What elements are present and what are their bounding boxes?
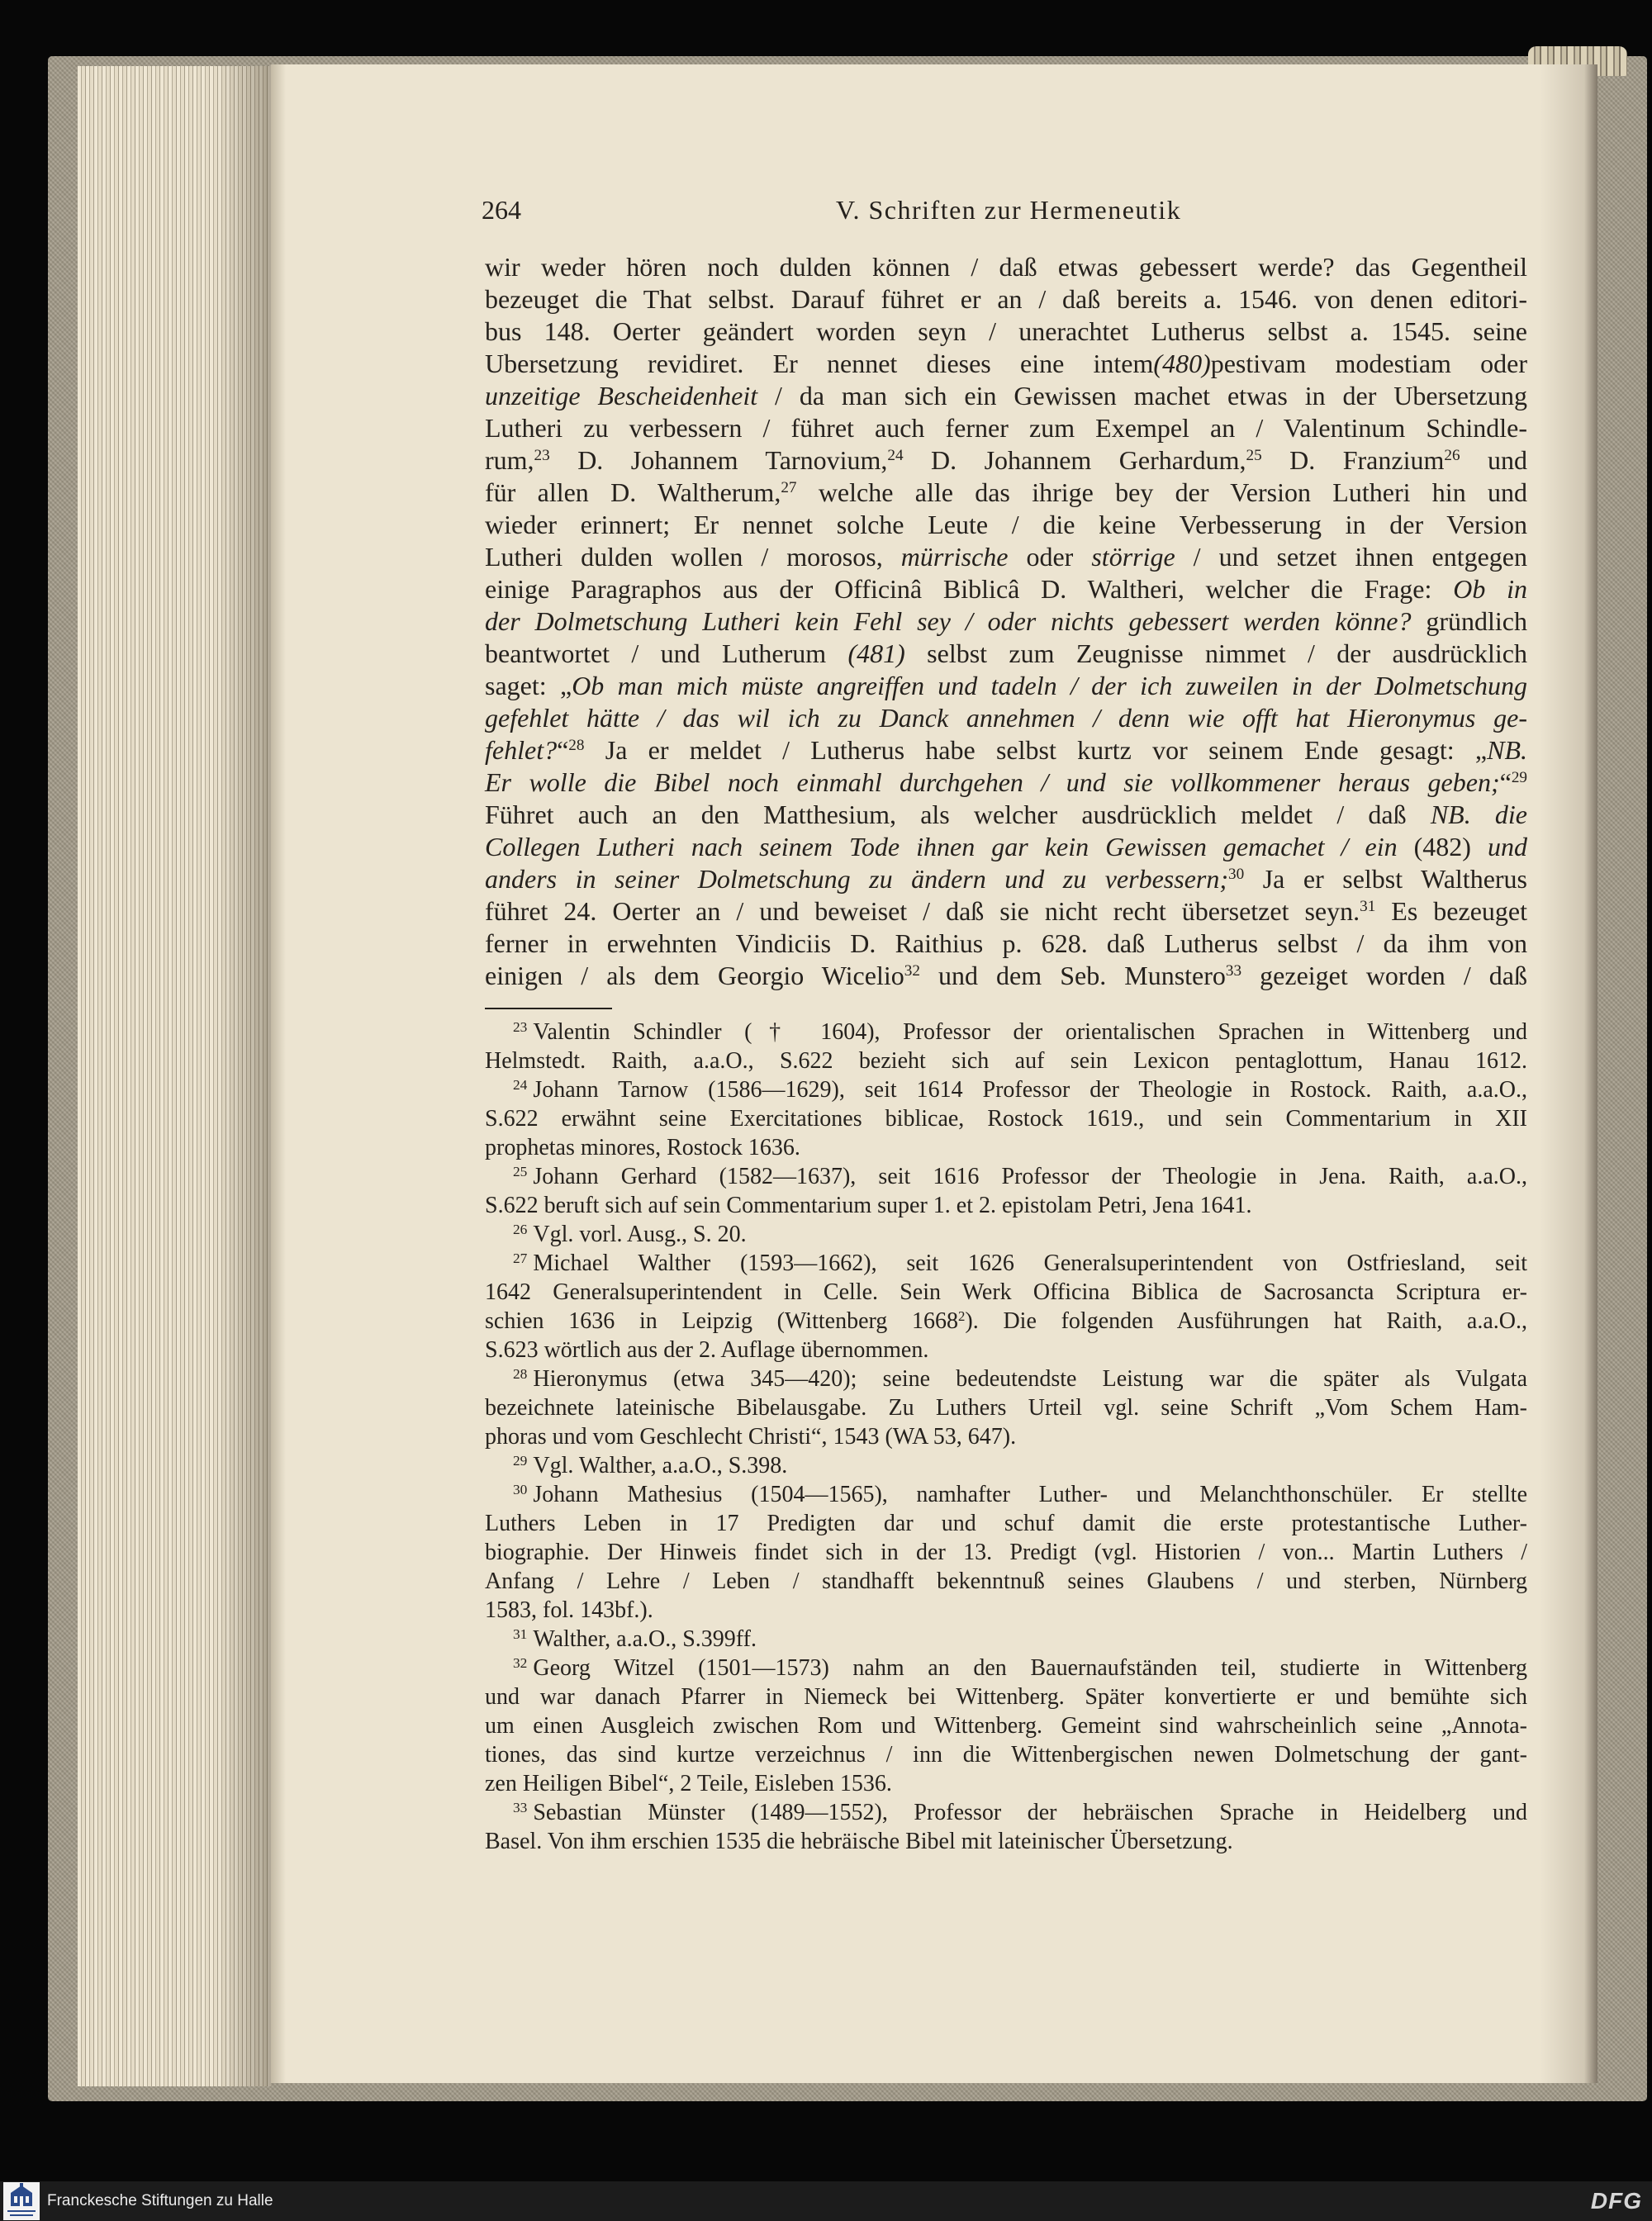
main-text-line <box>485 831 1527 863</box>
footnote-line <box>485 1654 1527 1682</box>
main-text-line <box>485 960 1527 992</box>
text-run: wir weder hören noch dulden können / daß etwas gebessert werde? das Gegentheil <box>485 252 1527 282</box>
text-run: Johann Tarnow (1586—1629), seit 1614 Professor der Theologie in Rostock. Raith, a.a.O., <box>533 1077 1527 1103</box>
footnote-number: 31 <box>513 1626 528 1643</box>
superscript-reference: 30 <box>1228 866 1245 884</box>
text-run: Valentin Schindler († 1604), Professor der orientalischen Sprachen in Wittenberg und <box>533 1019 1527 1045</box>
text-run: führet 24. Oerter an / und beweiset / daß sie nicht recht übersetzet seyn. <box>485 896 1360 926</box>
text-run: D. Johannem Gerhardum, <box>903 445 1246 475</box>
footnote-line <box>485 1191 1527 1220</box>
text-run: Ja er selbst Waltherus <box>1244 864 1527 894</box>
text-run: gezeiget worden / daß <box>1241 961 1528 990</box>
text-run: biographie. Der Hinweis findet sich in der 13. Predigt (vgl. Historien / von... Martin Luthers / <box>485 1540 1527 1565</box>
footnote-line <box>485 1133 1527 1162</box>
footnote-line <box>485 1567 1527 1596</box>
main-text-line <box>485 283 1527 316</box>
footnote-number: 27 <box>513 1250 528 1267</box>
footnote-line <box>485 1509 1527 1538</box>
text-run: Anfang / Lehre / Leben / standhafft bekenntnuß seines Glaubens / und sterben, Nürnberg <box>485 1568 1527 1594</box>
page-number: 264 <box>482 195 521 225</box>
text-run: / da man sich ein Gewissen machet etwas in der Ubersetzung <box>757 381 1528 411</box>
text-run: einigen / als dem Georgio Wicelio <box>485 961 904 990</box>
superscript-reference: 2 <box>958 1307 966 1324</box>
text-run: D. Franzium <box>1261 445 1445 475</box>
footnote-number: 33 <box>513 1800 528 1816</box>
superscript-reference: 29 <box>1511 769 1527 787</box>
italic-run: Ob man mich müste angreiffen und tadeln / der ich zuweilen in der Dolmetschung <box>572 671 1528 700</box>
text-run: D. Johannem Tarnovium, <box>549 445 888 475</box>
text-run: wieder erinnert; Er nennet solche Leute / die keine Verbesserung in der Version <box>485 510 1527 539</box>
text-run: und <box>1460 445 1528 475</box>
main-text-line <box>485 702 1527 734</box>
footnote-line <box>485 1538 1527 1567</box>
italic-run: (480) <box>1153 349 1211 378</box>
text-run: um einen Ausgleich zwischen Rom und Wittenberg. Gemeint sind wahrscheinlich seine „Annota- <box>485 1713 1527 1739</box>
main-text-line <box>485 509 1527 541</box>
superscript-reference: 25 <box>1246 447 1262 465</box>
footnote-line <box>485 1422 1527 1451</box>
footnote <box>485 1220 1527 1249</box>
italic-run: NB. die <box>1430 800 1528 829</box>
footnote-number: 30 <box>513 1482 528 1498</box>
superscript-reference: 28 <box>568 737 585 755</box>
footnote <box>485 1249 1527 1364</box>
text-run: / und setzet ihnen entgegen <box>1175 542 1528 572</box>
text-run: 1642 Generalsuperintendent in Celle. Sein Werk Officina Biblica de Sacrosancta Scriptura er- <box>485 1279 1527 1305</box>
footnote-line <box>485 1769 1527 1798</box>
text-run: Sebastian Münster (1489—1552), Professor der hebräischen Sprache in Heidelberg und <box>533 1800 1527 1825</box>
footnote-line <box>485 1625 1527 1654</box>
footnote-number: 25 <box>513 1164 528 1180</box>
superscript-reference: 27 <box>781 479 797 497</box>
page-header <box>482 193 1527 226</box>
footnote <box>485 1451 1527 1480</box>
text-run: phoras und vom Geschlecht Christi“, 1543 (WA 53, 647). <box>485 1424 1017 1450</box>
text-run: und dem Seb. Munstero <box>919 961 1226 990</box>
italic-run: fehlet? <box>485 735 558 765</box>
footnote-line <box>485 1798 1527 1827</box>
text-run: bezeichnete lateinische Bibelausgabe. Zu Luthers Urteil vgl. seine Schrift „Vom Schem Ham- <box>485 1395 1527 1421</box>
italic-run: und <box>1470 832 1528 861</box>
footnote-line <box>485 1827 1527 1856</box>
italic-run: mürrische <box>900 542 1009 572</box>
footnote-line <box>485 1711 1527 1740</box>
footnote-line <box>485 1740 1527 1769</box>
text-run: gründlich <box>1411 606 1528 636</box>
footnote <box>485 1162 1527 1220</box>
superscript-reference: 33 <box>1225 962 1242 980</box>
text-run: Helmstedt. Raith, a.a.O., S.622 bezieht sich auf sein Lexicon pentaglottum, Hanau 1612. <box>485 1048 1527 1074</box>
text-run: einige Paragraphos aus der Officinâ Biblicâ D. Waltheri, welcher die Frage: <box>485 574 1454 604</box>
text-run: ferner in erwehnten Vindiciis D. Raithius p. 628. daß Lutherus selbst / da ihm von <box>485 928 1527 958</box>
main-text-line <box>485 799 1527 831</box>
footnote-number: 28 <box>513 1366 528 1383</box>
footnote-line <box>485 1364 1527 1393</box>
text-run: Vgl. vorl. Ausg., S. 20. <box>533 1222 747 1247</box>
text-run: rum, <box>485 445 534 475</box>
superscript-reference: 23 <box>534 447 550 465</box>
main-text-line <box>485 766 1527 799</box>
footnote-line <box>485 1046 1527 1075</box>
text-run: Luthers Leben in 17 Predigten dar und schuf damit die erste protestantische Luther- <box>485 1511 1527 1536</box>
footnote-number: 29 <box>513 1453 528 1469</box>
text-run: Führet auch an den Matthesium, als welcher ausdrücklich meldet / daß <box>485 800 1431 829</box>
text-run: welche alle das ihrige bey der Version Lutheri hin und <box>796 477 1528 507</box>
text-run: Es bezeuget <box>1375 896 1527 926</box>
text-run: Ubersetzung revidiret. Er nennet dieses eine intem <box>485 349 1154 378</box>
footnote-line <box>485 1307 1527 1336</box>
italic-run: NB. <box>1487 735 1527 765</box>
text-run: S.623 wörtlich aus der 2. Auflage übernommen. <box>485 1337 929 1363</box>
italic-run: Er wolle die Bibel noch einmahl durchgehen / und sie vollkommener heraus geben; <box>485 767 1500 797</box>
footer-institution: Franckesche Stiftungen zu Halle <box>47 2192 273 2209</box>
superscript-reference: 24 <box>887 447 904 465</box>
text-run: Johann Gerhard (1582—1637), seit 1616 Professor der Theologie in Jena. Raith, a.a.O., <box>533 1164 1527 1189</box>
footnote-line <box>485 1075 1527 1104</box>
franckesche-logo <box>3 2182 40 2220</box>
footnote-number: 26 <box>513 1222 528 1238</box>
main-text-line <box>485 573 1527 605</box>
text-run: für allen D. Waltherum, <box>485 477 781 507</box>
text-run: oder <box>1008 542 1092 572</box>
text-run: prophetas minores, Rostock 1636. <box>485 1135 800 1160</box>
footnote <box>485 1364 1527 1451</box>
text-run: S.622 erwähnt seine Exercitationes biblicae, Rostock 1619., und sein Commentarium in XII <box>485 1106 1527 1132</box>
text-run: Basel. Von ihm erschien 1535 die hebräische Bibel mit lateinischer Übersetzung. <box>485 1829 1233 1854</box>
text-run: saget: „ <box>485 671 572 700</box>
footnote-line <box>485 1451 1527 1480</box>
text-run: Michael Walther (1593—1662), seit 1626 Generalsuperintendent von Ostfriesland, seit <box>533 1250 1527 1276</box>
text-run: Lutheri dulden wollen / morosos, <box>485 542 901 572</box>
superscript-reference: 31 <box>1360 898 1376 916</box>
text-run: Lutheri zu verbessern / führet auch ferner zum Exempel an / Valentinum Schindle- <box>485 413 1527 443</box>
main-text-line <box>485 670 1527 702</box>
main-text-line <box>485 734 1527 766</box>
footnote <box>485 1798 1527 1856</box>
footnote-line <box>485 1278 1527 1307</box>
footnote <box>485 1480 1527 1625</box>
italic-run: störrige <box>1091 542 1175 572</box>
text-run: Vgl. Walther, a.a.O., S.398. <box>533 1453 788 1478</box>
italic-run: anders in seiner Dolmetschung zu ändern und zu verbessern; <box>485 864 1228 894</box>
text-run: Johann Mathesius (1504—1565), namhafter Luther- und Melanchthonschüler. Er stellte <box>533 1482 1527 1507</box>
footnote-line <box>485 1393 1527 1422</box>
text-run: ). Die folgenden Ausführungen hat Raith, a.a.O., <box>965 1308 1527 1334</box>
main-text-line <box>485 605 1527 638</box>
main-text-line <box>485 895 1527 928</box>
footnote <box>485 1075 1527 1162</box>
footnote-number: 24 <box>513 1077 528 1094</box>
footnote-line <box>485 1249 1527 1278</box>
main-text-line <box>485 316 1527 348</box>
footnote-number: 23 <box>513 1019 528 1036</box>
footnote-line <box>485 1162 1527 1191</box>
italic-run: Ob in <box>1453 574 1528 604</box>
text-run: bezeuget die That selbst. Darauf führet er an / daß bereits a. 1546. von denen editori- <box>485 284 1527 314</box>
footnote-line <box>485 1336 1527 1364</box>
text-run: pestivam modestiam oder <box>1210 349 1528 378</box>
text-run: und war danach Pfarrer in Niemeck bei Wittenberg. Später konvertierte er und bemühte sich <box>485 1684 1527 1710</box>
italic-run: der Dolmetschung Lutheri kein Fehl sey / oder nichts gebessert werden könne? <box>485 606 1412 636</box>
footnote-line <box>485 1682 1527 1711</box>
running-title: V. Schriften zur Hermeneutik <box>836 195 1182 225</box>
italic-run: gefehlet hätte / das wil ich zu Danck annehmen / denn wie offt hat Hieronymus ge- <box>485 703 1527 733</box>
text-run: zen Heiligen Bibel“, 2 Teile, Eisleben 1536. <box>485 1771 892 1796</box>
main-text-line <box>485 477 1527 509</box>
footnote-line <box>485 1596 1527 1625</box>
italic-run: unzeitige Bescheidenheit <box>485 381 758 411</box>
superscript-reference: 26 <box>1444 447 1460 465</box>
footnote <box>485 1654 1527 1798</box>
text-run: “ <box>1499 767 1512 797</box>
text-run: schien 1636 in Leipzig (Wittenberg 1668 <box>485 1308 959 1334</box>
main-text-line <box>485 863 1527 895</box>
text-run: Georg Witzel (1501—1573) nahm an den Bauernaufständen teil, studierte in Wittenberg <box>533 1655 1527 1681</box>
footnote <box>485 1018 1527 1075</box>
main-text-line <box>485 928 1527 960</box>
text-run: “ <box>557 735 569 765</box>
footnote-line <box>485 1220 1527 1249</box>
text-run: tiones, das sind kurtze verzeichnus / inn die Wittenbergischen newen Dolmetschung der gant- <box>485 1742 1527 1768</box>
text-run: Hieronymus (etwa 345—420); seine bedeutendste Leistung war die später als Vulgata <box>533 1366 1527 1392</box>
main-text-line <box>485 251 1527 283</box>
footnotes <box>485 1018 1527 1856</box>
main-text-line <box>485 638 1527 670</box>
text-run: S.622 beruft sich auf sein Commentarium super 1. et 2. epistolam Petri, Jena 1641. <box>485 1193 1252 1218</box>
italic-run: Collegen Lutheri nach seinem Tode ihnen gar kein Gewissen gemachet / ein <box>485 832 1414 861</box>
text-run: beantwortet / und Lutherum <box>485 638 848 668</box>
text-run: (482) <box>1413 832 1471 861</box>
footer-bar <box>0 2181 1652 2221</box>
footnote-number: 32 <box>513 1655 528 1672</box>
text-run: selbst zum Zeugnisse nimmet / der ausdrücklich <box>904 638 1528 668</box>
footnote-rule <box>485 1008 612 1009</box>
main-text-line <box>485 541 1527 573</box>
footnote-line <box>485 1480 1527 1509</box>
main-text-line <box>485 412 1527 444</box>
text-run: Ja er meldet / Lutherus habe selbst kurtz vor seinem Ende gesagt: „ <box>584 735 1488 765</box>
footnote <box>485 1625 1527 1654</box>
footnote-line <box>485 1018 1527 1046</box>
italic-run: (481) <box>847 638 905 668</box>
text-run: Walther, a.a.O., S.399ff. <box>533 1626 757 1652</box>
main-text-line <box>485 444 1527 477</box>
page-edges <box>78 66 271 2086</box>
dfg-logo: DFG <box>1590 2188 1642 2214</box>
text-run: 1583, fol. 143bf.). <box>485 1597 653 1623</box>
text-run: bus 148. Oerter geändert worden seyn / unerachtet Lutherus selbst a. 1545. seine <box>485 316 1527 346</box>
superscript-reference: 32 <box>904 962 920 980</box>
footnote-line <box>485 1104 1527 1133</box>
main-text-line <box>485 348 1527 380</box>
main-text-line <box>485 380 1527 412</box>
main-text <box>485 251 1527 992</box>
